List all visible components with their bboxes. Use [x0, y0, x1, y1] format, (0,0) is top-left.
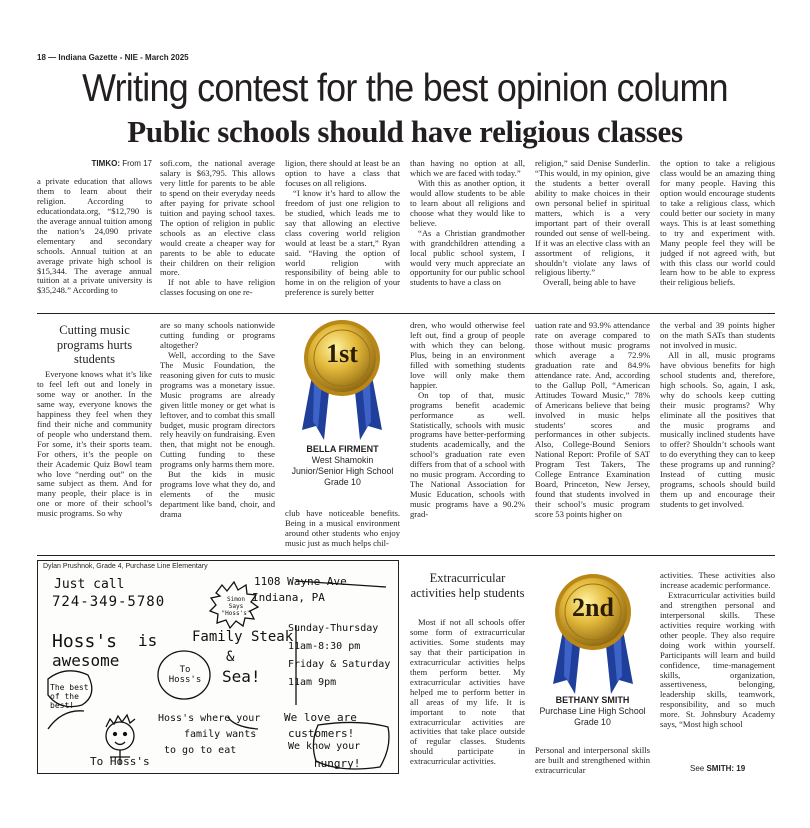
student-ad-drawing [37, 560, 399, 774]
paragraph: ligion, there should at least be an option to have a class that focuses on all religions. [285, 159, 400, 188]
timko-col-2 [160, 159, 275, 309]
paragraph: All in all, music programs have obvious benefits for high school students and, therefore, high schools. So, again, I ask, why do schools keep cutting their music programs? Why eliminate all the positives that the music programs and musically inclined students have to offer? Shouldn’t schools want to do everything they can to keep these programs up and running? Instead of cutting music programs, schools should build them up and encourage their students to get involved. [660, 349, 775, 510]
hand-amp: & [226, 649, 235, 665]
hand-to-hoss-2: To Hoss's [90, 755, 150, 768]
hand-hours-3: Friday & Saturday [288, 659, 391, 670]
hand-bubble: Simon Says "Hoss's" [221, 596, 251, 617]
paragraph: religion,” said Denise Sunderlin. “This would, in my opinion, give the students a better overall ability to make choices in their own personal belief in spiritual matters, which is a very important part of their overall rounded out sense of well-being. If it was an elective class with an assortment of religions, it shouldn’t violate any laws of religious liberty.” [535, 159, 650, 278]
paragraph: Well, according to the Save The Music Foundation, the reasoning given for cuts to music programs was a monetary issue. Music programs are already given little money or get what is leftover, and to combat this small budget, music program directors rely heavily on fundraising. Even then, that might not be enough. Cutting funding to these programs only harms them more. [160, 349, 275, 470]
jump-see: See [690, 764, 707, 773]
jump-ref: SMITH: 19 [706, 764, 746, 773]
article-subhead: Public schools should have religious classes [127, 114, 683, 149]
hand-family: Family Steak [192, 629, 294, 645]
hand-love: We love are [284, 711, 357, 724]
hand-phone: 724-349-5780 [52, 594, 166, 610]
winner-1-credit [285, 444, 400, 488]
winner-2-grade: Grade 10 [574, 717, 611, 727]
paragraph: With this as another option, it would allow students to be able to learn about all religions and choose what they would like to believe. [410, 177, 525, 228]
hand-customers: customers! [288, 727, 355, 740]
first-place-label: 1st [326, 339, 358, 368]
jump-name: TIMKO: [91, 159, 120, 168]
page-headline: Writing contest for the best opinion column [82, 67, 728, 110]
timko-col-1 [37, 159, 152, 309]
hand-brand-1: Hoss's [52, 631, 118, 652]
drawing-caption: Dylan Prushnok, Grade 4, Purchase Line Elementary [43, 563, 208, 570]
hand-brand-2: is [138, 631, 158, 650]
jump-line [37, 159, 152, 169]
winner-2-school: Purchase Line High School [539, 706, 646, 716]
hand-know: We know your [288, 741, 361, 752]
paragraph: “I know it’s hard to allow the freedom of just one religion to be studied, which leads me to say that allowing an elective class covering world religion would at least be a start,” Ryan said. “Having the option of world religion with responsibility of being able to home in on the religion of your preference is surely better [285, 187, 400, 298]
hand-address-1: 1108 Wayne Ave [254, 575, 347, 588]
music-col-2 [160, 321, 275, 550]
music-col-5 [535, 321, 650, 552]
paragraph: dren, who would otherwise feel left out, find a group of people with which they can belong. Plus, being in an environment filled with something students love will only make them happier. [410, 321, 525, 390]
timko-col-5 [535, 159, 650, 309]
hand-hours-2: 11am-8:30 pm [288, 641, 361, 652]
paragraph: a private education that allows them to learn about their religion. According to educationdata.org, “$12,790 is the average annual tuition among the nation’s 24,090 private elementary and secondary schools. Annual tuition at an average private high school is $15,344. The average annual tuition at a private university is $35,248.” According to [37, 175, 152, 296]
paragraph: the verbal and 39 points higher on the math SATs than students not involved in music. [660, 321, 775, 350]
paragraph: “As a Christian grandmother with grandchildren attending a local public school system, I would very much appreciate an opportunity for our public school students to have a class on [410, 227, 525, 288]
jump-from: From 17 [119, 159, 152, 168]
paragraph: than having no option at all, which we are faced with today.” [410, 159, 525, 178]
hand-hungry: hungry! [314, 757, 361, 770]
paragraph: club have noticeable benefits. Being in a musical environment around other students who enjoy music just as much helps chil- [285, 509, 400, 548]
music-col-6 [660, 321, 775, 552]
jump-to-line [690, 764, 745, 773]
hand-hours-4: 11am 9pm [288, 677, 337, 688]
hand-best: The best of the best! [50, 683, 89, 710]
paragraph: are so many schools nationwide cutting funding or programs altogether? [160, 321, 275, 350]
paragraph: activities. These activities also increase academic performance. [660, 571, 775, 590]
second-place-label: 2nd [572, 593, 614, 622]
hand-family-wants: family wants [184, 729, 257, 740]
paragraph: On top of that, music programs benefit academic performance as well. Statistically, schools with music programs have better-performing students academically, and the school’s graduation rate even differs from that of a school with no music program. According to The National Association for Music Education, schools with music programs have a 90.2% grad- [410, 389, 525, 520]
timko-col-4 [410, 159, 525, 309]
first-place-medal-icon [300, 316, 384, 440]
hand-brand-3: awesome [52, 651, 120, 670]
paragraph: But the kids in music programs love what they do, and elements of the music department like band, choir, and drama [160, 469, 275, 520]
timko-col-3 [285, 159, 400, 309]
music-col-4 [410, 321, 525, 552]
winner-2-credit [535, 695, 650, 728]
section-divider [37, 555, 775, 556]
hand-sea: Sea! [222, 667, 261, 686]
music-col-1 [37, 370, 152, 550]
paragraph: the option to take a religious class would be an amazing thing for many people. Having this option would encourage students to take a religious class, which could better our society in many ways. This is at least something to try and experiment with. Many people feel they will be judged if not agreed with, but with this class our world could learn how to be able to express their religious beliefs. [660, 159, 775, 288]
paragraph: uation rate and 93.9% attendance rate on average compared to those without music programs which average a 72.9% graduation rate and 84.9% attendance rate. And, according to the Gallup Poll, “American Attitudes Toward Music,” 78% of Americans believe that being involved in music helps students’ scores and performances in other subjects. Also, College-Bound Seniors National Report: Profile of SAT Program Test Takers, The College Entrance Examination Board, Princeton, New Jersey, found that students involved in their school’s music program score 53 points higher on [535, 321, 650, 520]
extracurricular-headline: Extracurricular activities help students [410, 571, 525, 600]
paragraph: If not able to have religion classes focusing on one re- [160, 277, 275, 298]
paragraph: Personal and interpersonal skills are built and strengthened within extracurricular [535, 746, 650, 775]
winner-1-grade: Grade 10 [324, 477, 361, 487]
page-folio: 18 — Indiana Gazette - NIE - March 2025 [37, 53, 189, 62]
hand-where: Hoss's where your [158, 713, 261, 724]
extracurricular-col-3 [660, 571, 775, 761]
music-col-3 [285, 509, 400, 554]
paragraph: Everyone knows what it’s like to feel left out and lonely in some way or another. In the same way, everyone knows the happiness they feel when they find their niche and community of people who understand them. For some, it’s their sports team. For others, it’s the people on their Academic Quiz Bowl team who love “nerding out” on the same subject as them. And for many people, their place is in one or more of their school’s music programs. So why [37, 370, 152, 519]
winner-2-name: BETHANY SMITH [555, 695, 630, 705]
extracurricular-col-2 [535, 746, 650, 778]
timko-col-6 [660, 159, 775, 309]
paragraph: Overall, being able to have [543, 277, 636, 288]
hand-address-2: Indiana, PA [252, 591, 325, 604]
section-divider [37, 313, 775, 314]
hand-to-hoss: To Hoss's [168, 665, 202, 685]
winner-1-school: West Shamokin Junior/Senior High School [291, 455, 394, 476]
paragraph: Extracurricular activities build and strengthen personal and interpersonal skills. These activities require working with other people. They also require doing work within yourself. Participants will learn and build confidence, time-management skills, organization, assertiveness, belonging, leadership skills, teamwork, responsibility, and so much more. St. Johnsbury Academy says, “Most high school [660, 589, 775, 730]
hand-call: Just call [54, 577, 125, 592]
paragraph: sofi.com, the national average salary is $63,795. This allows very little for parents to be able to spend on their everyday needs after paying for private school tuition and paying school taxes. The option of religion in public schools as an elective class would create a cheaper way for parents to be able to educate their children on their religion more. [160, 159, 275, 278]
paragraph: Most if not all schools offer some form of extracurricular activities. Some students may say that their participation in extracurricular activities helps them perform better. My extracurricular activities have helped me to perform better in all areas of my life. It is important to note that extracurricular activities are activities that take place outside of regular classes. Students should participate in extracurricular activities. [410, 618, 525, 767]
music-headline: Cutting music programs hurts students [56, 323, 133, 366]
second-place-medal-icon [551, 570, 635, 694]
hand-hours-1: Sunday-Thursday [288, 623, 379, 634]
extracurricular-col-1 [410, 618, 525, 776]
winner-1-name: BELLA FIRMENT [306, 444, 379, 454]
hand-go-eat: to go to eat [164, 745, 237, 756]
